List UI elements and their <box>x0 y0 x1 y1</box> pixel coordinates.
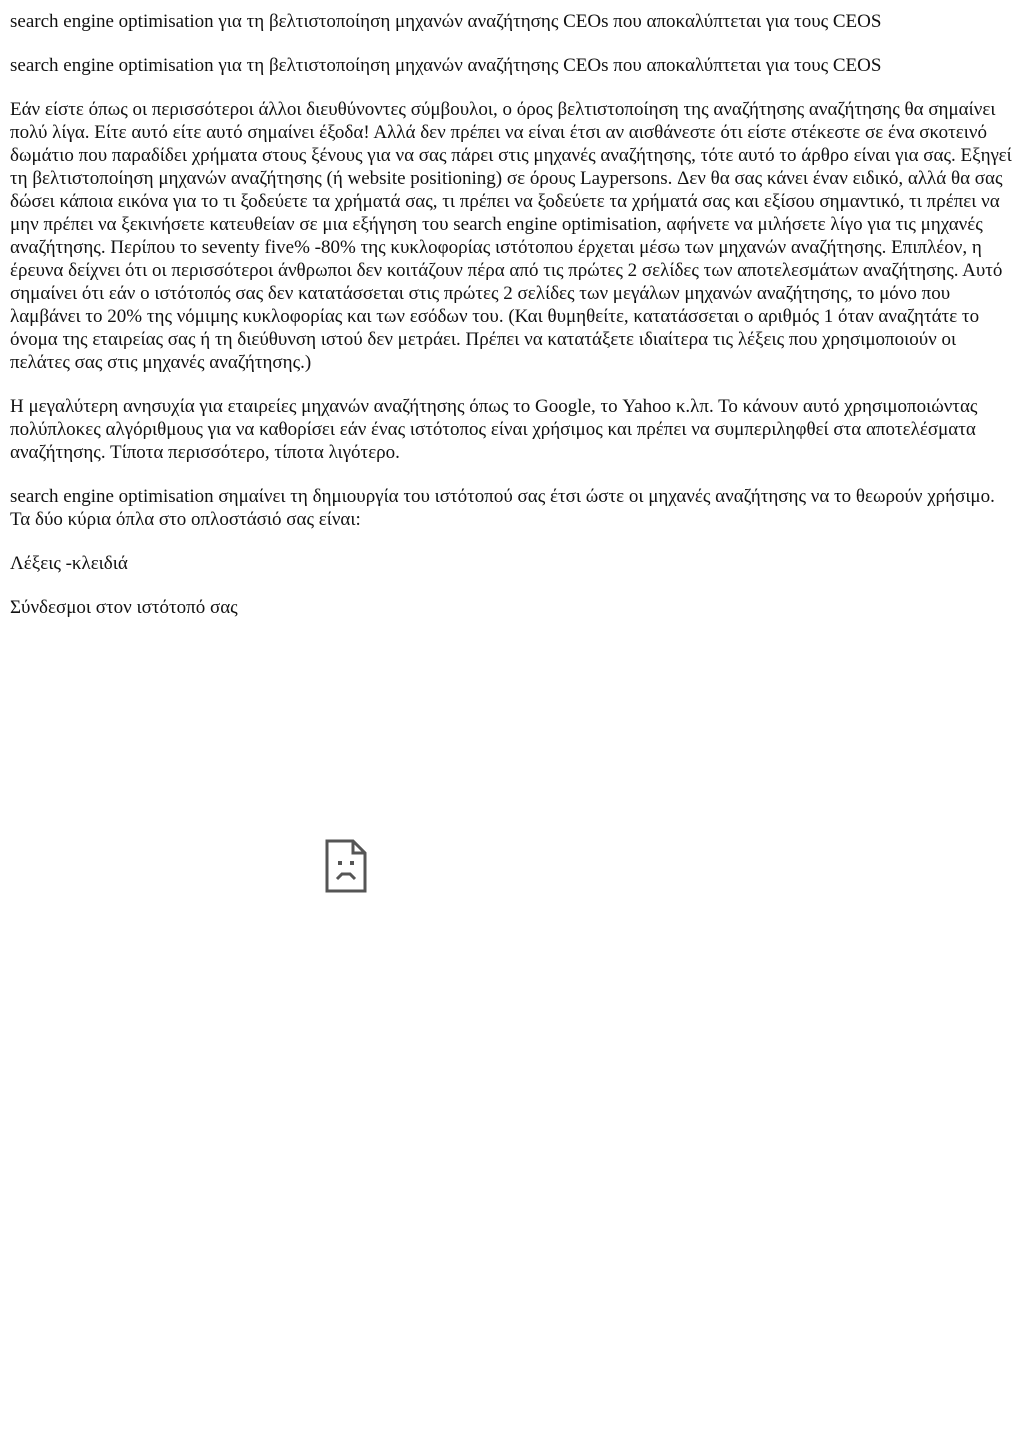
paragraph-intro: Εάν είστε όπως οι περισσότεροι άλλοι διευθύνοντες σύμβουλοι, ο όρος βελτιστοποίηση της αναζήτησης αναζήτησης θα σημαίνει πολύ λίγα. Είτε αυτό είτε αυτό σημαίνει έξοδα! Αλλά δεν πρέπει να είναι έτσι αν αισθάνεστε ότι είστε στέκεστε σε ένα σκοτεινό δωμάτιο που παραδίδει χρήματα στους ξένους για να σας πάρει στις μηχανές αναζήτησης, τότε αυτό το άρθρο είναι για σας. Εξηγεί τη βελτιστοποίηση μηχανών αναζήτησης (ή website positioning) σε όρους Laypersons. Δεν θα σας κάνει έναν ειδικό, αλλά θα σας δώσει κάποια εικόνα για το τι ξοδεύετε τα χρήματά σας, τι πρέπει να ξοδεύετε τα χρήματά σας και εξίσου σημαντικό, τι πρέπει να μην πρέπει να ξεκινήσετε κατευθείαν σε μια εξήγηση του search engine optimisation, αφήνετε να μιλήσετε λίγο για τις μηχανές αναζήτησης. Περίπου το seventy five% -80% της κυκλοφορίας ιστότοπου έρχεται μέσω των μηχανών αναζήτησης. Επιπλέον, η έρευνα δείχνει ότι οι περισσότεροι άνθρωποι δεν κοιτάζουν πέρα από τις πρώτες 2 σελίδες των αποτελεσμάτων αναζήτησης. Αυτό σημαίνει ότι εάν ο ιστότοπός σας δεν κατατάσσεται στις πρώτες 2 σελίδες των μεγάλων μηχανών αναζήτησης, το μόνο που λαμβάνει το 20% της νόμιμης κυκλοφορίας και των εσόδων του. (Και θυμηθείτε, κατατάσσεται ο αριθμός 1 όταν αναζητάτε το όνομα της εταιρείας σας ή τη διεύθυνση ιστού δεν μετράει. Πρέπει να κατατάξετε ιδιαίτερα τις λέξεις που χρησιμοποιούν οι πελάτες σας στις μηχανές αναζήτησης.) <box>10 99 1012 373</box>
document-title: search engine optimisation για τη βελτιστοποίηση μηχανών αναζήτησης CEOs που αποκαλύπτεται για τους CEOS <box>10 11 882 32</box>
document-subtitle: search engine optimisation για τη βελτιστοποίηση μηχανών αναζήτησης CEOs που αποκαλύπτεται για τους CEOS <box>10 55 882 76</box>
document <box>0 0 1024 619</box>
paragraph-seo-definition: search engine optimisation σημαίνει τη δημιουργία του ιστότοπού σας έτσι ώστε οι μηχανές αναζήτησης να το θεωρούν χρήσιμο. Τα δύο κύρια όπλα στο οπλοστάσιό σας είναι: <box>10 486 995 530</box>
list-item-links: Σύνδεσμοι στον ιστότοπό σας <box>10 597 238 618</box>
broken-image-icon <box>324 838 368 894</box>
list-item-keywords: Λέξεις -κλειδιά <box>10 553 128 574</box>
paragraph-search-engines: Η μεγαλύτερη ανησυχία για εταιρείες μηχανών αναζήτησης όπως το Google, το Yahoo κ.λπ. Το κάνουν αυτό χρησιμοποιώντας πολύπλοκες αλγόριθμους για να καθορίσει εάν ένας ιστότοπος είναι χρήσιμος και πρέπει να συμπεριληφθεί στα αποτελέσματα αναζήτησης. Τίποτα περισσότερο, τίποτα λιγότερο. <box>10 396 978 463</box>
